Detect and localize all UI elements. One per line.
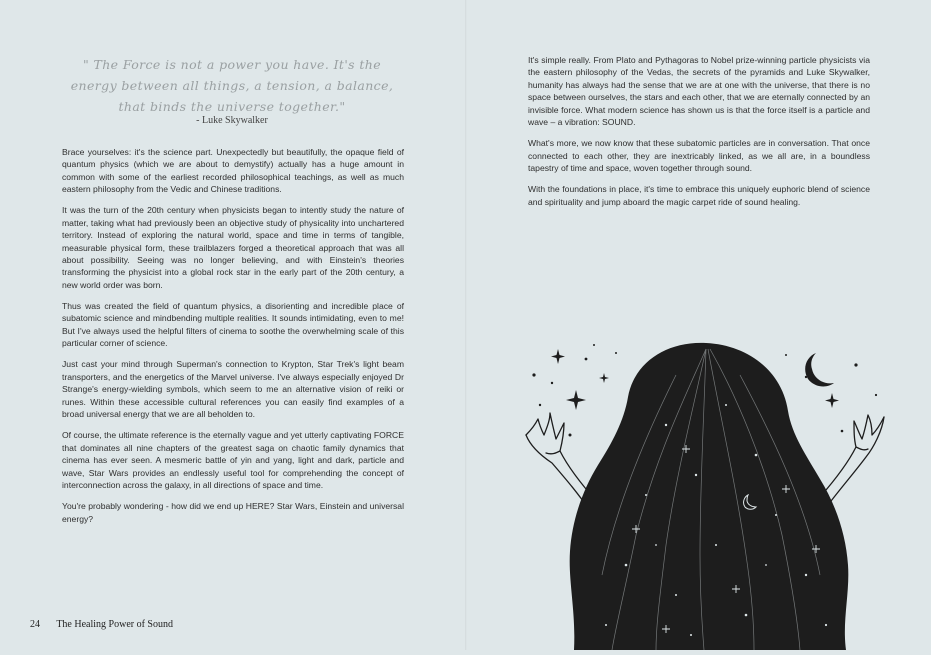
left-page xyxy=(0,0,466,650)
woman-hair-starry-night-illustration xyxy=(516,335,896,650)
paragraph: It was the turn of the 20th century when physicists began to intently study the nature of matter, taking what had previously been an objective study of physicality into unchartered territory. Instead of exploring the natural world, space and time in terms of tangible, measurable physical form, these trailblazers forged a theoretical approach that was all about possibility. Seeing was no longer believing, and with Einstein's theories transforming the physicist into a global rock star in the early part of the 20th century, a new world order was born. xyxy=(62,205,404,290)
hair-silhouette xyxy=(570,343,849,650)
quote-line: that binds the universe together." xyxy=(118,99,346,114)
right-page xyxy=(466,0,931,650)
sparkle-star-icon xyxy=(566,390,586,410)
paragraph: What's more, we now know that these subatomic particles are in conversation. That once connected to each other, they are inextricably linked, as we all are, in a boundless tapestry of time and space, woven together through sound. xyxy=(528,138,870,174)
right-body-text xyxy=(528,54,870,217)
quote-attribution: - Luke Skywalker xyxy=(196,115,268,126)
page-number: 24 xyxy=(30,619,40,630)
left-body-text xyxy=(62,146,404,534)
paragraph: Brace yourselves: it's the science part. Unexpectedly but beautifully, the opaque field of quantum physics (which we are about to demystify) actually has a huge amount in common with some of the earliest recorded philosophical teachings, as well as much eastern philosophy from the Vedic and Chinese traditions. xyxy=(62,147,404,195)
sparkle-star-icon xyxy=(551,349,565,364)
paragraph: Just cast your mind through Superman's connection to Krypton, Star Trek's light beam transporters, and the energetics of the Marvel universe. I've always especially enjoyed Dr Strange's energy-wielding symbols, which seem to me an alternative vision of reiki or runes. Within these accessible cultural references you can easily find examples of a broad universal energy that we are all beholden to. xyxy=(62,359,404,420)
paragraph: You're probably wondering - how did we end up HERE? Star Wars, Einstein and universal energy? xyxy=(62,501,404,524)
crescent-moon-icon xyxy=(805,353,834,386)
quote-line: energy between all things, a tension, a balance, xyxy=(70,78,394,93)
page-footer xyxy=(30,619,173,630)
running-title: The Healing Power of Sound xyxy=(56,619,173,630)
sparkle-star-icon xyxy=(825,393,839,408)
epigraph-quote xyxy=(62,54,402,117)
paragraph: With the foundations in place, it's time to embrace this uniquely euphoric blend of science and spirituality and jump aboard the magic carpet ride of sound healing. xyxy=(528,184,870,207)
paragraph: Of course, the ultimate reference is the eternally vague and yet utterly captivating FORCE that dominates all nine chapters of the greatest saga on chaotic family dynamics that cinema has ever seen. A mesmeric battle of yin and yang, light and dark, particle and wave, Star Wars provides an endlessly useful tool for comprehending the concept of interconnection across the galaxy, in all directions of space and time. xyxy=(62,430,404,490)
paragraph: It's simple really. From Plato and Pythagoras to Nobel prize-winning particle physicists via the eastern philosophy of the Vedas, the secrets of the pyramids and Luke Skywalker, humanity has always had the sense that we are at one with the universe, that there is no space between ourselves, the stars and each other, that we are eternally connected by an invisible force. What modern science has shown us is that the force itself is a particle and wave – a vibration: SOUND. xyxy=(528,55,870,128)
paragraph: Thus was created the field of quantum physics, a disorienting and incredible place of subatomic science and mindbending multiple realities. It sounds intimidating, even to me! But I've always used the helpful filters of cinema to soothe the overwhelming scale of this particular corner of science. xyxy=(62,301,404,349)
sparkle-star-icon xyxy=(599,373,609,383)
quote-line: " The Force is not a power you have. It's the xyxy=(82,57,382,72)
